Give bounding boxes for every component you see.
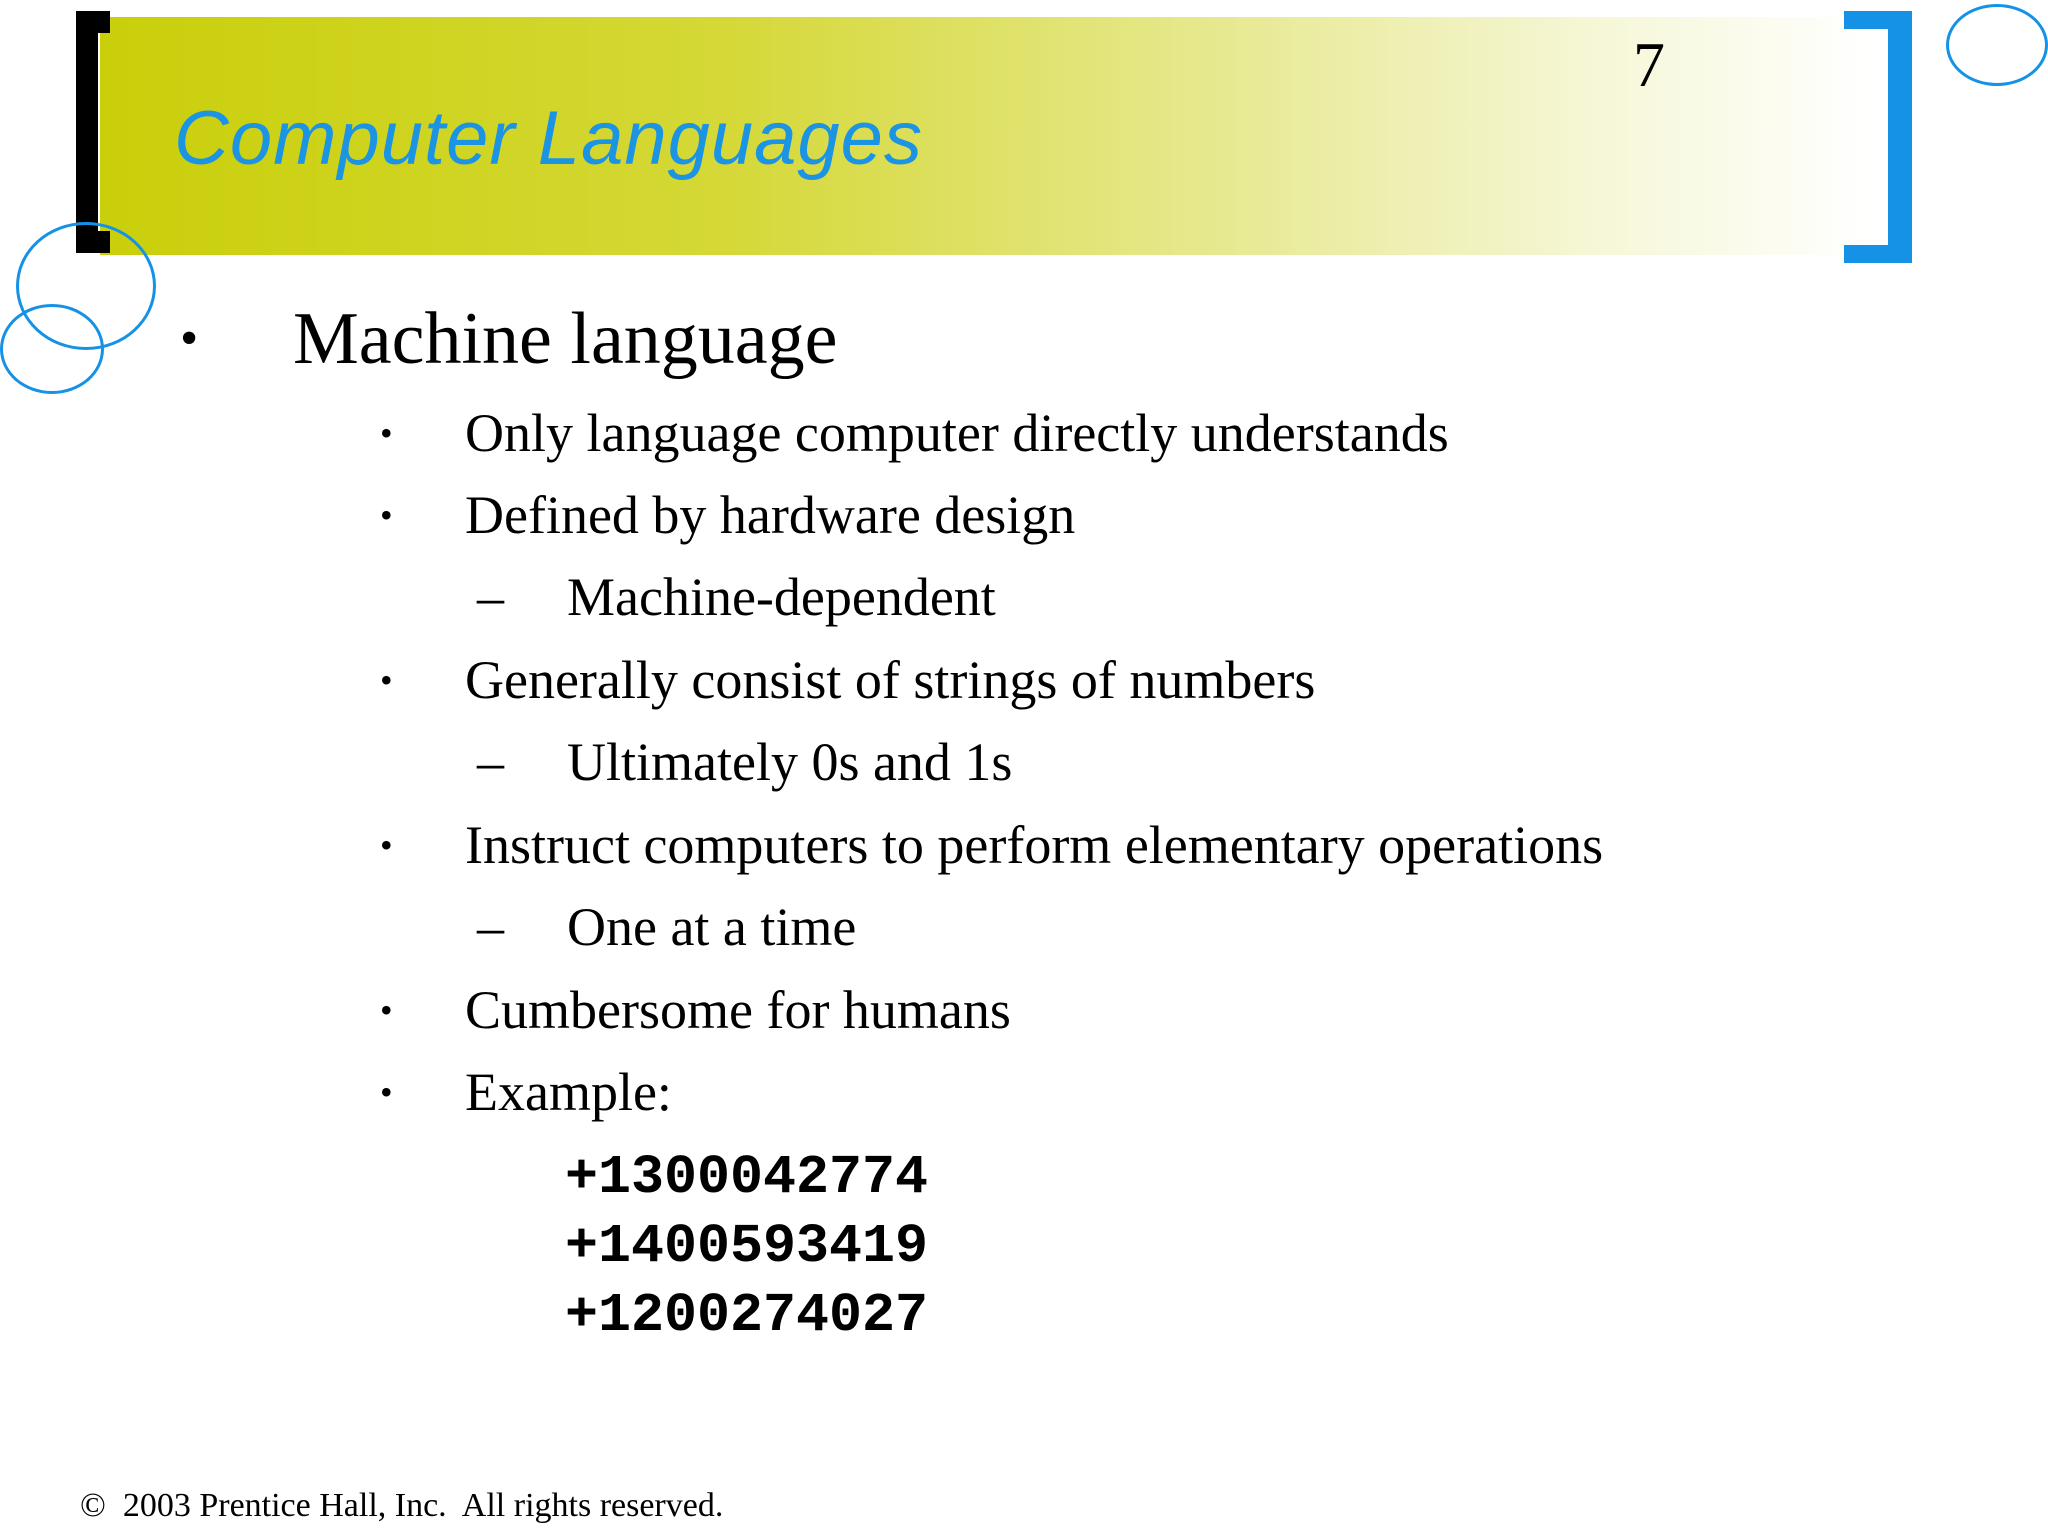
machine-code-example xyxy=(565,1143,928,1350)
bullet-icon: • xyxy=(380,413,393,453)
circle-decoration xyxy=(1946,4,2048,86)
code-line: +1300042774 xyxy=(565,1146,929,1209)
bullet-text: Example: xyxy=(465,1062,672,1122)
bullet-text: Instruct computers to perform elementary operations xyxy=(465,815,1604,875)
bullet-text: Ultimately 0s and 1s xyxy=(567,732,1013,792)
bullet-text: Cumbersome for humans xyxy=(465,980,1011,1040)
bullet-text: Defined by hardware design xyxy=(465,485,1076,545)
bullet-icon: • xyxy=(380,660,393,700)
page-number: 7 xyxy=(1633,29,1665,100)
bullet-icon: • xyxy=(380,495,393,535)
dash-icon: – xyxy=(477,897,504,957)
bullet-icon: • xyxy=(380,990,393,1030)
dash-icon: – xyxy=(477,567,504,627)
bullet-text: One at a time xyxy=(567,897,857,957)
bullet-text: Generally consist of strings of numbers xyxy=(465,650,1316,710)
code-line: +1200274027 xyxy=(565,1284,929,1347)
code-line: +1400593419 xyxy=(565,1215,929,1278)
bullet-icon: • xyxy=(380,1072,393,1112)
copyright-footer: © 2003 Prentice Hall, Inc. All rights reserved. xyxy=(80,1487,724,1524)
bullet-text: Machine-dependent xyxy=(567,567,996,627)
slide-title: Computer Languages xyxy=(174,96,923,181)
bullet-icon: • xyxy=(380,825,393,865)
bullet-text: Machine language xyxy=(293,298,838,380)
dash-icon: – xyxy=(477,732,504,792)
left-bracket-decoration xyxy=(76,11,110,253)
circle-decoration xyxy=(0,304,104,394)
right-bracket-decoration xyxy=(1844,11,1912,263)
bullet-text: Only language computer directly understands xyxy=(465,403,1449,463)
bullet-icon: • xyxy=(180,310,199,367)
